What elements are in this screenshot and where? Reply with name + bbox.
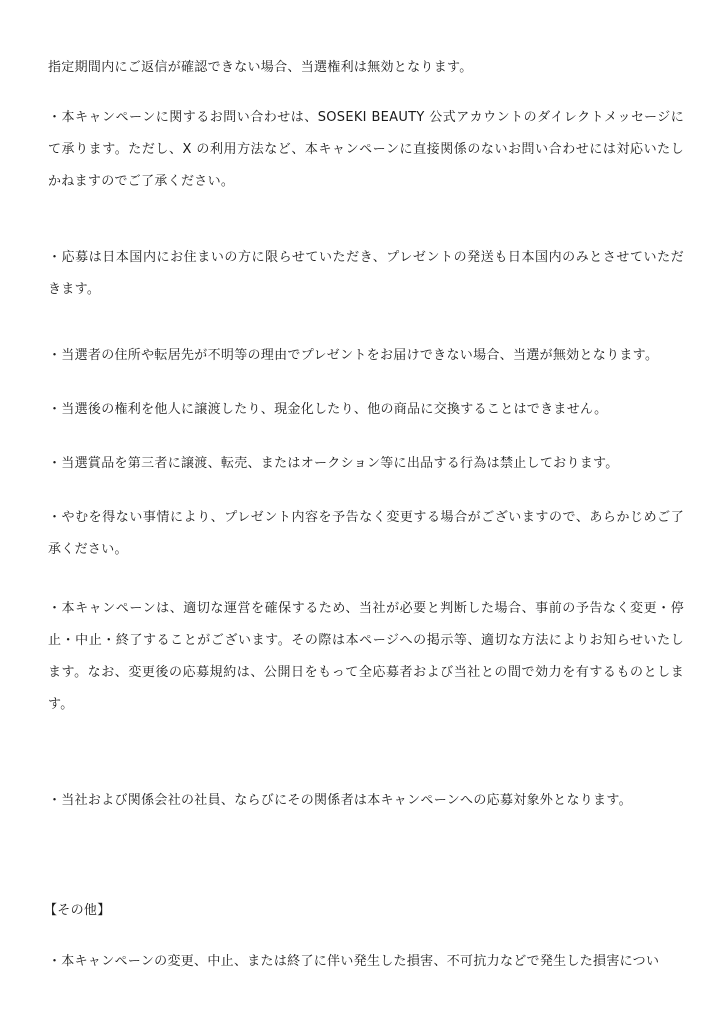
paragraph-employee-exclusion: ・当社および関係会社の社員、ならびにその関係者は本キャンペーンへの応募対象外となります。	[48, 793, 632, 808]
paragraph-no-resale: ・当選賞品を第三者に譲渡、転売、またはオークション等に出品する行為は禁止しております。	[48, 456, 619, 471]
paragraph-content-change: ・やむを得ない事情により、プレゼント内容を予告なく変更する場合がございますので、あらかじめご了承ください。	[48, 510, 684, 557]
paragraph-address-unknown: ・当選者の住所や転居先が不明等の理由でプレゼントをお届けできない場合、当選が無効となります。	[48, 348, 659, 363]
section-heading-other: 【その他】	[44, 903, 111, 918]
paragraph-inquiries: ・本キャンペーンに関するお問い合わせは、SOSEKI BEAUTY 公式アカウントのダイレクトメッセージにて承ります。ただし、X の利用方法など、本キャンペーンに直接関係のないお問い合わせには対応いたしかねますのでご了承ください。	[48, 110, 684, 189]
paragraph-campaign-change: ・本キャンペーンは、適切な運営を確保するため、当社が必要と判断した場合、事前の予告なく変更・停止・中止・終了することがございます。その際は本ページへの掲示等、適切な方法によりお知らせいたします。なお、変更後の応募規約は、公開日をもって全応募者および当社との間で効力を有するものとします。	[48, 601, 684, 712]
paragraph-no-transfer: ・当選後の権利を他人に譲渡したり、現金化したり、他の商品に交換することはできません。	[48, 402, 608, 417]
paragraph-damages: ・本キャンペーンの変更、中止、または終了に伴い発生した損害、不可抗力などで発生した損害につい	[48, 954, 660, 969]
paragraph-reply-deadline: 指定期間内にご返信が確認できない場合、当選権利は無効となります。	[48, 60, 473, 75]
paragraph-domestic-only: ・応募は日本国内にお住まいの方に限らせていただき、プレゼントの発送も日本国内のみとさせていただきます。	[48, 250, 684, 297]
